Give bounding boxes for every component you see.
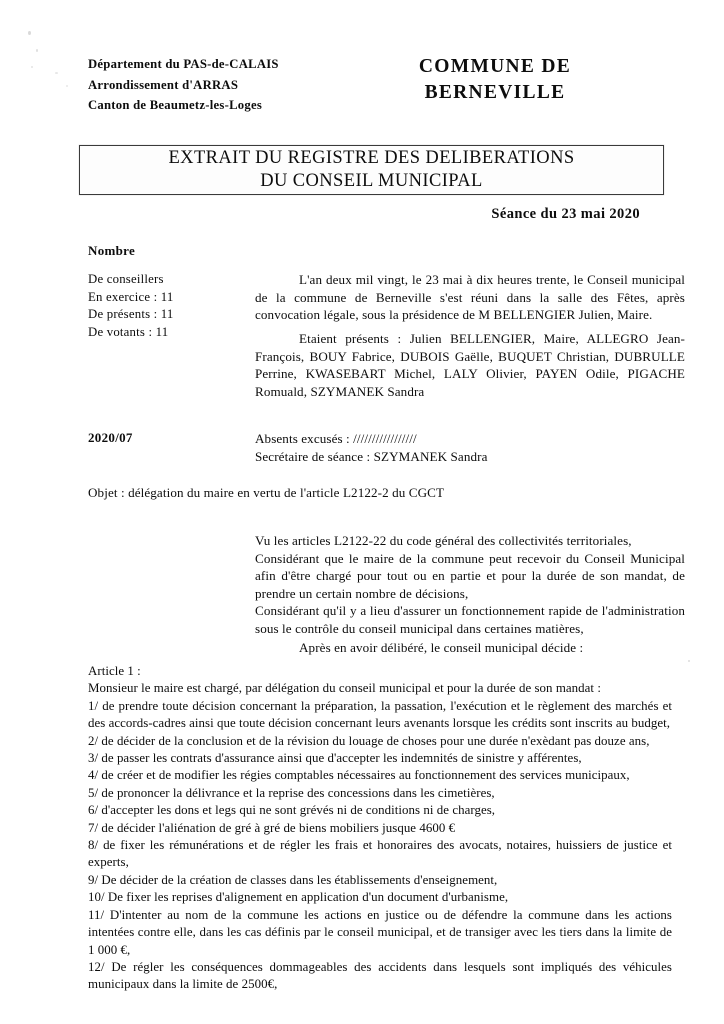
page-title-line-2: DU CONSEIL MUNICIPAL — [260, 171, 483, 191]
article-1-section — [88, 663, 672, 994]
delegation-item: 5/ de prononcer la délivrance et la reprise des concessions dans les cimetières, — [88, 785, 495, 800]
delegation-item: 10/ De fixer les reprises d'alignement en application d'un document d'urbanisme, — [88, 890, 509, 905]
objet-line: Objet : délégation du maire en vertu de l'article L2122-2 du CGCT — [88, 485, 445, 500]
deliberation-reference-number: 2020/07 — [88, 430, 133, 445]
delegation-item: 3/ de passer les contrats d'assurance ainsi que d'accepter les indemnités de sinistre y afférentes, — [88, 751, 582, 766]
session-date: Séance du 23 mai 2020 — [491, 206, 640, 222]
meeting-intro-paragraph — [255, 271, 685, 324]
scan-speckle — [36, 49, 38, 52]
deliberation-decision-line: Après en avoir délibéré, le conseil municipal décide : — [299, 640, 584, 655]
scan-speckle — [28, 31, 31, 35]
attendees-paragraph — [255, 330, 685, 400]
arrondissement-line: Arrondissement d'ARRAS — [88, 77, 239, 92]
count-presents: De présents : 11 — [88, 307, 174, 322]
departement-line: Département du PAS-de-CALAIS — [88, 57, 279, 71]
delegation-item: 1/ de prendre toute décision concernant la préparation, la passation, l'exécution et le règlement des marchés et des accords-cadres ainsi que toute décision concernant leurs avenants lorsque les crédits sont inscrits au budget, — [88, 698, 672, 731]
delegation-item: 2/ de décider de la conclusion et de la révision du louage de choses pour une durée n'exèdant pas douze ans, — [88, 733, 650, 748]
delegation-item: 12/ De régler les conséquences dommageables des accidents dans lesquels sont impliqués des véhicules municipaux dans la limite de 2500€, — [88, 959, 672, 992]
delegation-item: 6/ d'accepter les dons et legs qui ne sont grévés ni de conditions ni de charges, — [88, 803, 496, 818]
nombre-heading: Nombre — [88, 243, 136, 258]
legal-considerations-block — [255, 532, 685, 638]
count-en-exercice: En exercice : 11 — [88, 289, 174, 304]
article-intro: Monsieur le maire est chargé, par délégation du conseil municipal et pour la durée de son mandat : — [88, 681, 601, 696]
meeting-intro-text: L'an deux mil vingt, le 23 mai à dix heures trente, le Conseil municipal de la commune de Berneville s'est réuni dans la salle des Fêtes, après convocation légale, sous la présidence de M BELLENGIER Julien, Maire. — [255, 272, 685, 323]
absences-block — [255, 430, 685, 465]
count-votants: De votants : 11 — [88, 324, 169, 339]
page-title-line-1: EXTRAIT DU REGISTRE DES DELIBERATIONS — [168, 148, 575, 168]
council-counts-block — [88, 271, 174, 341]
delegation-item: 8/ de fixer les rémunérations et de régler les frais et honoraires des avocats, notaires, huissiers de justice et experts, — [88, 838, 672, 870]
article-heading: Article 1 : — [88, 664, 141, 678]
delegation-item: 11/ D'intenter au nom de la commune les actions en justice ou de défendre la commune dans les actions intentées contre elle, dans les cas définis par le conseil municipal, et de transiger avec les tiers dans la limite de 1 000 €, — [88, 907, 672, 957]
canton-line: Canton de Beaumetz-les-Loges — [88, 98, 263, 112]
delegation-item: 7/ de décider l'aliénation de gré à gré de biens mobiliers jusque 4600 € — [88, 820, 456, 835]
document-title-box — [79, 145, 664, 195]
commune-name: BERNEVILLE — [424, 82, 566, 103]
commune-block — [370, 54, 620, 106]
secretary-line: Secrétaire de séance : SZYMANEK Sandra — [255, 448, 488, 464]
consideration-item: Vu les articles L2122-22 du code général des collectivités territoriales, — [255, 533, 632, 548]
absents-line: Absents excusés : ///////////////// — [255, 431, 417, 446]
delegation-item: 4/ de créer et de modifier les régies comptables nécessaires au fonctionnement des services municipaux, — [88, 768, 630, 783]
consideration-item: Considérant que le maire de la commune peut recevoir du Conseil Municipal afin d'être chargé pour tout ou en partie et pour la durée de son mandat, de prendre un certain nombre de décisions, — [255, 550, 685, 601]
attendees-text: Etaient présents : Julien BELLENGIER, Maire, ALLEGRO Jean-François, BOUY Fabrice, DUBOIS Gaëlle, BUQUET Christian, DUBRULLE Perrine, KWASEBART Michel, LALY Olivier, PAYEN Odile, PIGACHE Romuald, SZYMANEK Sandra — [255, 331, 685, 399]
commune-label: COMMUNE DE — [418, 56, 572, 77]
delegation-item: 9/ De décider de la création de classes dans les établissements d'enseignement, — [88, 872, 498, 887]
count-conseillers: De conseillers — [88, 272, 164, 286]
scan-speckle — [688, 660, 690, 662]
document-header — [0, 54, 724, 134]
consideration-item: Considérant qu'il y a lieu d'assurer un fonctionnement rapide de l'administration sous le contrôle du conseil municipal dans certaines matières, — [255, 603, 685, 636]
administrative-origin-block — [88, 54, 279, 116]
